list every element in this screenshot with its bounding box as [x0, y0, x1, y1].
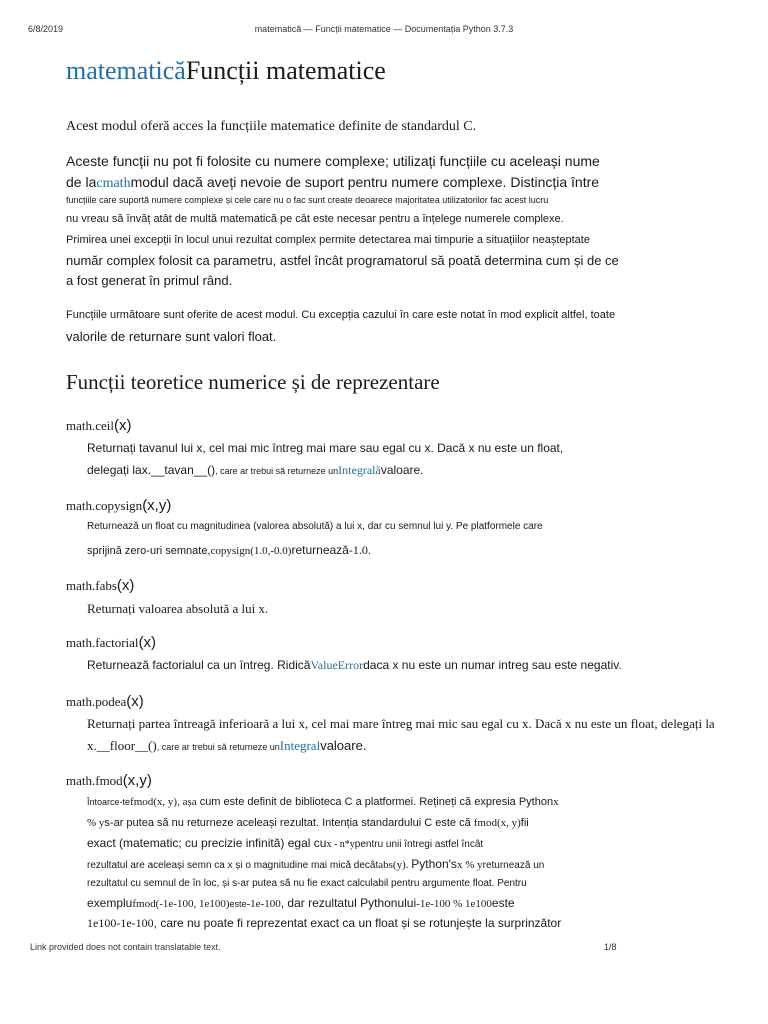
text-span: rezultatul are aceleași semn ca x și o magnitudine mai mică decât	[87, 860, 379, 871]
text-span: Returnează factorialul ca un întreg. Ridică	[87, 658, 311, 672]
code-span: fmod(-1e-100, 1e100)	[132, 898, 230, 910]
function-name: math.fmod	[66, 773, 123, 788]
function-signature[interactable]	[66, 417, 132, 434]
description-line	[87, 543, 371, 558]
text-span: valoare.	[380, 463, 424, 477]
function-args: (x)	[116, 577, 135, 594]
description-line: rezultatul cu semnul de în loc, și s-ar putea să nu fie exact calculabil pentru argumente float. Pentru	[87, 878, 527, 889]
description-line	[87, 896, 515, 910]
description-line: Returnați valoarea absolută a lui x.	[87, 601, 269, 616]
text-span: de la	[66, 174, 97, 190]
description-line	[87, 658, 622, 673]
integral-link[interactable]: Integral	[279, 738, 321, 753]
page-number: 1/8	[604, 942, 617, 952]
function-signature[interactable]	[66, 772, 152, 789]
text-span: valoare.	[320, 738, 367, 753]
paragraph-line: număr complex folosit ca parametru, astfel încât programatorul să poată determina cum și de ce	[66, 253, 619, 268]
header-date: 6/8/2019	[28, 24, 64, 34]
description-line	[87, 817, 529, 829]
text-span: Întoarce-te	[87, 797, 131, 807]
description-line: Returnați tavanul lui x, cel mai mic întreg mai mare sau egal cu x. Dacă x nu este un float,	[87, 441, 564, 455]
paragraph-line: valorile de returnare sunt valori float.	[66, 329, 277, 344]
page-title	[66, 56, 386, 86]
code-span: x - n*y	[326, 839, 355, 850]
function-args: (x)	[126, 693, 144, 710]
integral-link[interactable]: Integrală	[338, 463, 381, 477]
code-span: x	[553, 796, 559, 808]
code-span: x % y	[456, 859, 483, 871]
description-line	[87, 738, 366, 754]
text-span: sprijină zero-uri semnate,	[87, 545, 211, 557]
text-span: delegați lax.__tavan__()	[87, 463, 216, 477]
description-line: Returnați partea întreagă inferioară a lui x, cel mai mare întreg mai mic sau egal cu x. Dacă x nu este un float, delegați la	[87, 716, 715, 731]
text-span: daca x nu este un numar intreg sau este negativ.	[363, 658, 622, 672]
paragraph-line: nu vreau să învăț atât de multă matematică pe cât este necesar pentru a înțelege numerele complexe.	[66, 213, 564, 225]
text-span: Python's	[411, 857, 457, 871]
header-doc-title: matematică — Funcții matematice — Documentația Python 3.7.3	[254, 24, 514, 34]
code-span: 1e100-1e-100	[87, 916, 154, 930]
text-span: s-ar putea să nu returneze aceleași rezultat. Intenția standardului C este că	[104, 817, 471, 829]
function-args: (x,y)	[122, 772, 152, 789]
description-line	[87, 916, 561, 931]
code-span: copysign(1.0,-0.0)	[210, 545, 292, 557]
text-span: , care nu poate fi reprezentat exact ca un float și se rotunjește la surprinzător	[153, 916, 562, 930]
function-signature[interactable]	[66, 577, 134, 594]
function-signature[interactable]	[66, 497, 171, 514]
text-span: fii	[520, 817, 529, 829]
code-span: abs(y).	[378, 859, 409, 871]
text-span: exemplu	[87, 896, 133, 910]
text-span: returnează un	[482, 860, 545, 871]
description-line	[87, 463, 424, 478]
footer-note: Link provided does not contain translatable text.	[30, 942, 221, 952]
cmath-link[interactable]: cmath	[96, 176, 131, 191]
text-span: exact (matematic; cu precizie infinită) egal cu	[87, 836, 327, 850]
function-name: math.copysign	[66, 498, 143, 513]
paragraph-line: Funcțiile următoare sunt oferite de acest modul. Cu excepția cazului în care este notat în mod explicit altfel, toate	[66, 309, 616, 321]
valueerror-link[interactable]: ValueError	[310, 658, 364, 672]
text-span: pentru unii întregi astfel încât	[354, 839, 484, 850]
description-line	[87, 796, 559, 808]
page-title-text: Funcții matematice	[185, 56, 386, 85]
function-args: (x,y)	[142, 497, 172, 514]
function-name: math.factorial	[66, 635, 139, 650]
function-args: (x)	[114, 417, 132, 434]
code-span: -1e-100 % 1e100	[416, 898, 492, 910]
text-span: , care ar trebui să returneze un	[156, 742, 280, 752]
module-link[interactable]: matematică	[66, 56, 186, 85]
code-span: fmod(x, y)	[473, 817, 521, 829]
text-span: este	[229, 899, 247, 909]
paragraph-line: a fost generat în primul rând.	[66, 273, 233, 288]
text-span: modul dacă aveți nevoie de suport pentru numere complexe. Distincția între	[130, 174, 600, 190]
function-args: (x)	[138, 634, 157, 651]
text-span: , dar rezultatul Pythonului	[280, 896, 417, 910]
code-span: x.__floor__()	[87, 738, 157, 753]
text-span: , care ar trebui să returneze un	[215, 466, 339, 476]
paragraph-line: Aceste funcții nu pot fi folosite cu numere complexe; utilizați funcțiile cu aceleași nume	[66, 153, 600, 169]
paragraph-line: Primirea unei excepții în locul unui rezultat complex permite detectarea mai timpurie a situațiilor neașteptate	[66, 234, 590, 246]
function-signature[interactable]	[66, 634, 156, 651]
text-span: cum este definit de biblioteca C a platformei. Rețineți că expresia Python	[199, 796, 554, 808]
text-span: returnează	[291, 543, 349, 557]
description-line: Returnează un float cu magnitudinea (valorea absolută) a lui x, dar cu semnul lui y. Pe platformele care	[87, 521, 543, 532]
intro-paragraph: Acest modul oferă acces la funcțiile matematice definite de standardul C.	[66, 119, 477, 134]
description-line	[87, 836, 483, 850]
section-heading: Funcții teoretice numerice și de reprezentare	[66, 370, 440, 394]
code-span: -1e-100	[246, 898, 281, 910]
text-span: este	[491, 896, 515, 910]
code-span: % y	[87, 817, 105, 829]
code-span: -1.0.	[348, 543, 371, 557]
paragraph-line	[66, 174, 599, 192]
paragraph-line: funcțiile care suportă numere complexe și cele care nu o fac sunt create deoarece majoritatea utilizatorilor fac acest lucru	[66, 195, 549, 205]
function-signature[interactable]	[66, 693, 144, 710]
function-name: math.ceil	[66, 418, 115, 433]
function-name: math.podea	[66, 694, 127, 709]
code-span: fmod(x, y), așa	[130, 796, 197, 808]
function-name: math.fabs	[66, 578, 117, 593]
description-line	[87, 857, 544, 871]
